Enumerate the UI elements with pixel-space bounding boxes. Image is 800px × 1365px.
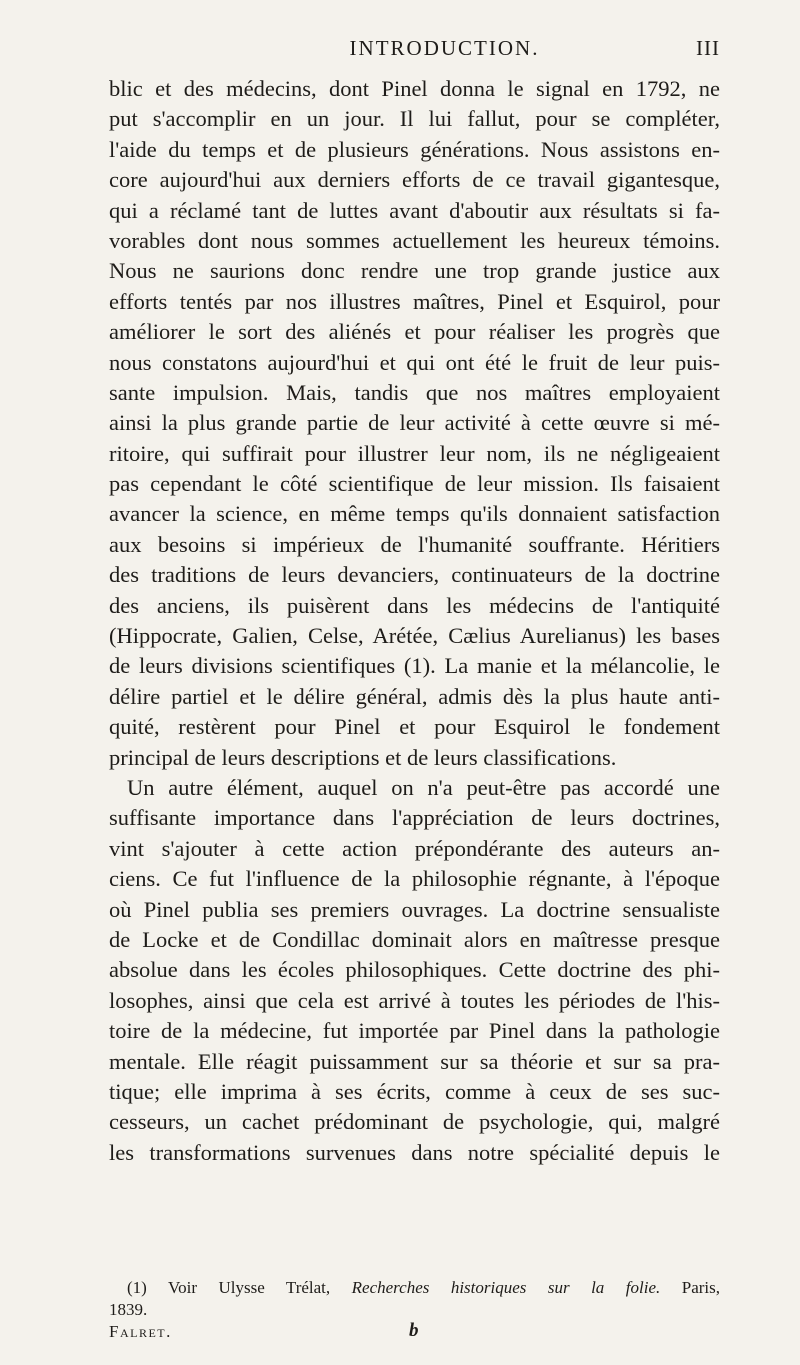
text-line: des anciens, ils puisèrent dans les médecins de l'antiquité [109, 592, 720, 618]
page-number: III [696, 36, 720, 60]
signature-author: Falret. [109, 1322, 172, 1341]
chapter-title: INTRODUCTION. [349, 36, 540, 60]
text-line: core aujourd'hui aux derniers efforts de ce travail gigantesque, [109, 167, 720, 193]
footnote-line [109, 1277, 720, 1299]
signature-mark: b [409, 1320, 419, 1341]
text-line: des traditions de leurs devanciers, continuateurs de la doctrine [109, 562, 720, 588]
footnote [109, 1277, 720, 1321]
text-line: efforts tentés par nos illustres maîtres, Pinel et Esquirol, pour [109, 288, 720, 314]
text-line: améliorer le sort des aliénés et pour réaliser les progrès que [109, 319, 720, 345]
text-line: losophes, ainsi que cela est arrivé à toutes les périodes de l'his- [109, 987, 720, 1013]
text-line: suffisante importance dans l'appréciation de leurs doctrines, [109, 805, 720, 831]
text-line: cesseurs, un cachet prédominant de psychologie, qui, malgré [109, 1109, 720, 1135]
text-line: quité, restèrent pour Pinel et pour Esquirol le fondement [109, 714, 720, 740]
text-line: vint s'ajouter à cette action prépondérante des auteurs an- [109, 835, 720, 861]
footnote-place: Paris, [681, 1278, 720, 1297]
text-line: avancer la science, en même temps qu'ils donnaient satisfaction [109, 501, 720, 527]
text-line: ritoire, qui suffirait pour illustrer leur nom, ils ne négligeaient [109, 440, 720, 466]
text-line: vorables dont nous sommes actuellement les heureux témoins. [109, 227, 720, 253]
text-line: Nous ne saurions donc rendre une trop grande justice aux [109, 258, 720, 284]
text-line: les transformations survenues dans notre spécialité depuis le [109, 1139, 720, 1165]
footnote-year: 1839. [109, 1300, 148, 1319]
text-line: Un autre élément, auquel on n'a peut-être pas accordé une [127, 774, 720, 800]
text-line: blic et des médecins, dont Pinel donna le signal en 1792, ne [109, 76, 720, 101]
text-line: mentale. Elle réagit puissamment sur sa théorie et sur sa pra- [109, 1048, 720, 1074]
body-text [109, 74, 720, 1168]
signature-line [109, 1322, 720, 1346]
text-line: l'aide du temps et de plusieurs générations. Nous assistons en- [109, 136, 720, 162]
text-line: absolue dans les écoles philosophiques. Cette doctrine des phi- [109, 957, 720, 983]
footnote-marker: (1) [127, 1278, 147, 1297]
text-line: ainsi la plus grande partie de leur activité à cette œuvre si mé- [109, 410, 720, 436]
text-line: ciens. Ce fut l'influence de la philosophie régnante, à l'époque [109, 866, 720, 892]
text-line: pas cependant le côté scientifique de leur mission. Ils faisaient [109, 471, 720, 497]
footnote-title: Recherches historiques sur la folie. [351, 1278, 661, 1297]
text-line: qui a réclamé tant de luttes avant d'aboutir aux résultats si fa- [109, 197, 720, 223]
text-line: où Pinel publia ses premiers ouvrages. La doctrine sensualiste [109, 896, 720, 922]
text-line: (Hippocrate, Galien, Celse, Arétée, Cælius Aurelianus) les bases [109, 623, 720, 649]
text-line: délire partiel et le délire général, admis dès la plus haute anti- [109, 683, 720, 709]
text-line: tique; elle imprima à ses écrits, comme à ceux de ses suc- [109, 1078, 720, 1104]
text-line: sante impulsion. Mais, tandis que nos maîtres employaient [109, 379, 720, 405]
text-line: de leurs divisions scientifiques (1). La manie et la mélancolie, le [109, 653, 720, 679]
text-line: nous constatons aujourd'hui et qui ont été le fruit de leur puis- [109, 349, 720, 375]
text-line: toire de la médecine, fut importée par Pinel dans la pathologie [109, 1018, 720, 1044]
running-header [109, 30, 720, 66]
text-line: put s'accomplir en un jour. Il lui fallut, pour se compléter, [109, 106, 720, 132]
footnote-lead: Voir Ulysse Trélat, [168, 1278, 331, 1297]
text-line: aux besoins si impérieux de l'humanité souffrante. Héritiers [109, 531, 720, 557]
text-line: de Locke et de Condillac dominait alors en maîtresse presque [109, 926, 720, 952]
text-line: principal de leurs descriptions et de leurs classifications. [109, 744, 617, 770]
